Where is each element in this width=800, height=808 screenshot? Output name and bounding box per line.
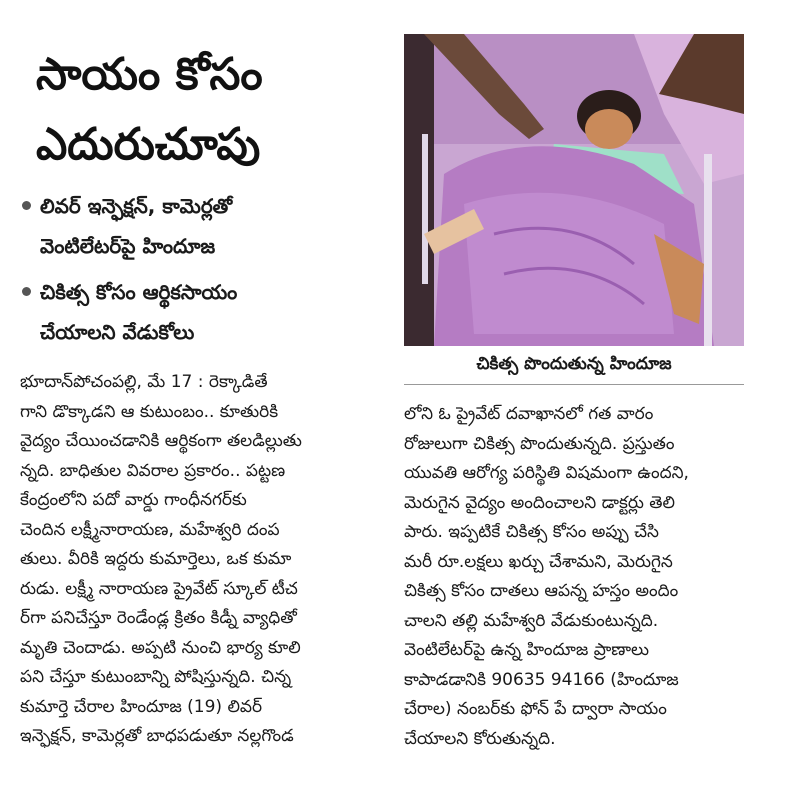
- headline-line-2: ఎదురుచూపు: [36, 119, 261, 170]
- article-line: ఇన్ఫెక్షన్, కామెర్లతో బాధపడుతూ నల్లగొండ: [20, 726, 294, 746]
- bullet-1-line-1: లివర్ ఇన్ఫెక్షన్, కామెర్లతో: [40, 194, 233, 218]
- article-column-right: [404, 400, 749, 754]
- article-line: రుడు. లక్ష్మీ నారాయణ ప్రైవేట్ స్కూల్ టీచ: [20, 578, 298, 599]
- article-line: యువతి ఆరోగ్య పరిస్థితి విషమంగా ఉందని,: [404, 463, 689, 483]
- photo-caption: చికిత్స పొందుతున్న హిందూజ: [476, 354, 672, 374]
- bullet-1: [20, 186, 400, 266]
- bullet-2: [20, 272, 400, 352]
- article-line: భూదాన్‌పోచంపల్లి, మే 17 : రెక్కాడితే: [20, 372, 268, 392]
- article-line: రోజులుగా చికిత్స పొందుతున్నది. ప్రస్తుతం: [404, 433, 675, 454]
- bullet-2-line-2: చేయాలని వేడుకోలు: [40, 320, 195, 344]
- article-line: పని చేస్తూ కుటుంబాన్ని పోషిస్తున్నది. చిన్న: [20, 667, 292, 687]
- article-line: చేయాలని కోరుతున్నది.: [404, 728, 556, 749]
- article-line: చెందిన లక్ష్మీనారాయణ, మహేశ్వరి దంప: [20, 519, 280, 540]
- bullet-dot-icon: [22, 287, 31, 296]
- headline-line-1: సాయం కోసం: [36, 49, 263, 100]
- bullet-dot-icon: [22, 201, 31, 210]
- article-line: మృతి చెందాడు. అప్పటి నుంచి భార్య కూలి: [20, 637, 301, 658]
- article-line: కాపాడడానికి 90635 94166 (హిందూజ: [404, 669, 679, 690]
- article-line: మరీ రూ.లక్షలు ఖర్చు చేశామని, మెరుగైన: [404, 551, 673, 572]
- article-line: ర్‌గా పనిచేస్తూ రెండేండ్ల క్రితం కిడ్నీ వ్యాధితో: [20, 608, 297, 628]
- article-line: గాని డొక్కాడని ఆ కుటుంబం.. కూతురికి: [20, 401, 279, 422]
- article-line: మెరుగైన వైద్యం అందించాలని డాక్టర్లు తెలి: [404, 492, 675, 513]
- subhead-bullets: [20, 186, 400, 352]
- bullet-1-line-2: వెంటిలేటర్‌పై హిందూజ: [40, 234, 216, 258]
- article-line: చికిత్స కోసం దాతలు ఆపన్న హస్తం అందిం: [404, 581, 679, 601]
- article-line: చేరాల) నంబర్‌కు ఫోన్ పే ద్వారా సాయం: [404, 699, 667, 719]
- patient-photo-illustration: [404, 34, 744, 346]
- article-line: లోని ఓ ప్రైవేట్ దవాఖానలో గత వారం: [404, 404, 654, 424]
- caption-divider: [404, 384, 744, 385]
- article-line: వైద్యం చేయించడానికి ఆర్థికంగా తలడిల్లుతు: [20, 431, 302, 451]
- article-line: న్నది. బాధితుల వివరాల ప్రకారం.. పట్టణ: [20, 460, 286, 481]
- bullet-2-line-1: చికిత్స కోసం ఆర్థికసాయం: [40, 280, 238, 304]
- article-line: తులు. వీరికి ఇద్దరు కుమార్తెలు, ఒక కుమా: [20, 549, 292, 569]
- article-line: కుమార్తె చేరాల హిందూజ (19) లివర్: [20, 696, 263, 717]
- article-line: చాలని తల్లి మహేశ్వరి వేడుకుంటున్నది.: [404, 610, 659, 631]
- article-line: కేంద్రంలోని పదో వార్డు గాంధీనగర్‌కు: [20, 490, 247, 510]
- article-line: వెంటిలేటర్‌పై ఉన్న హిందూజ ప్రాణాలు: [404, 640, 649, 660]
- news-photo: [404, 34, 744, 346]
- article-line: పారు. ఇప్పటికే చికిత్స కోసం అప్పు చేసి: [404, 522, 659, 542]
- article-column-left: [20, 368, 390, 752]
- headline: [36, 40, 366, 180]
